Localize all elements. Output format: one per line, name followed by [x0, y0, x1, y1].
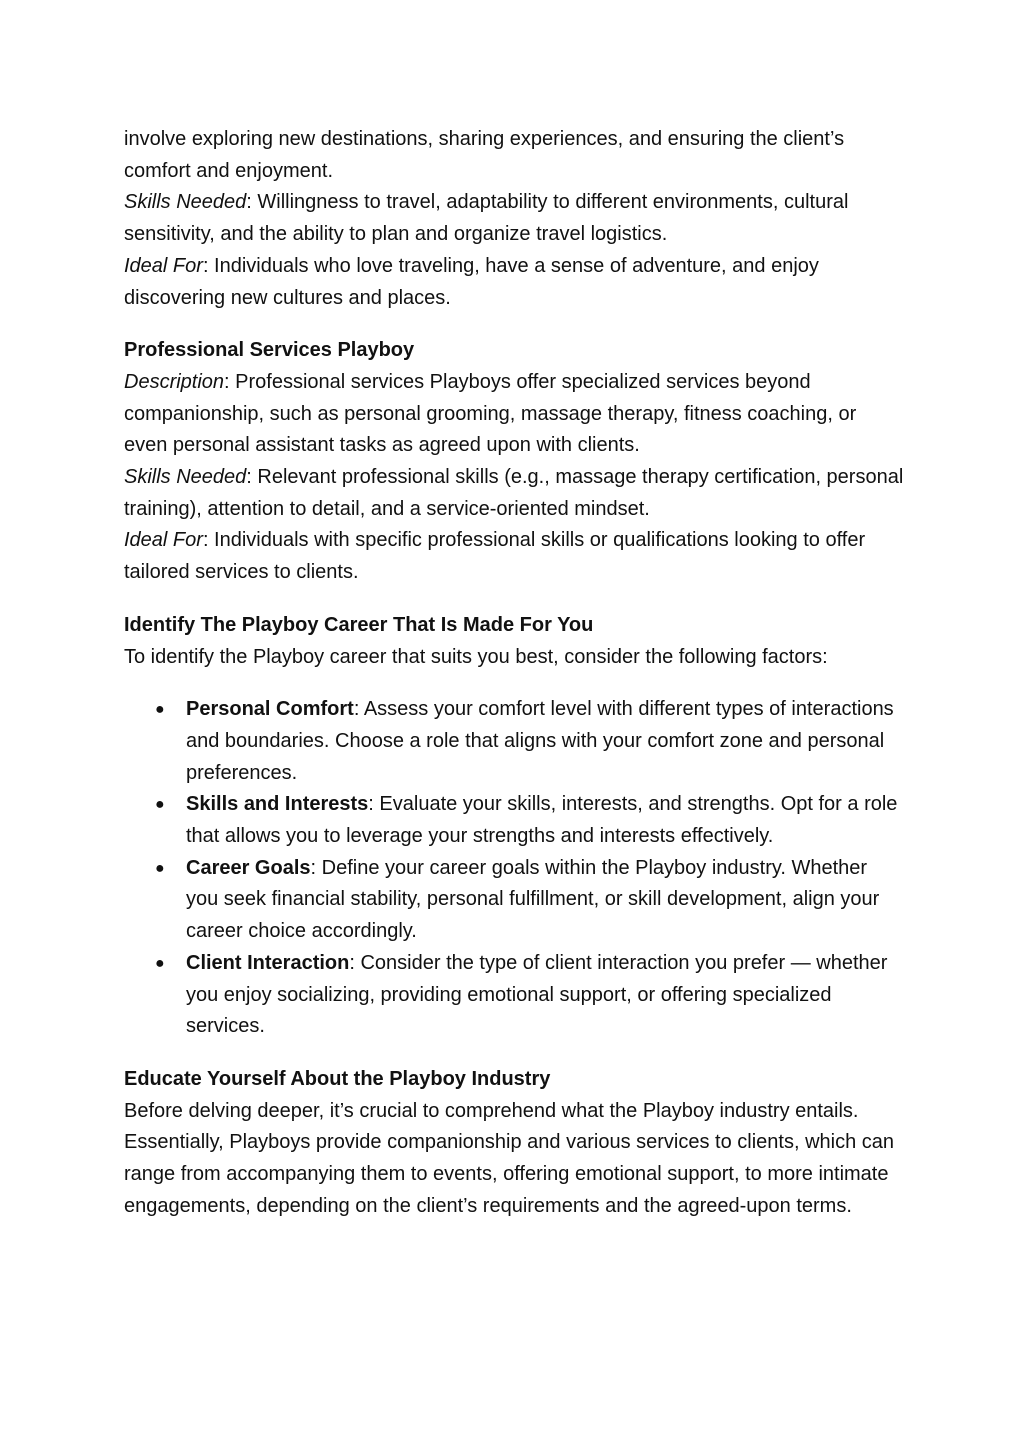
ideal-for-label: Ideal For — [124, 254, 203, 277]
travel-ideal-for — [124, 251, 904, 314]
skills-needed-label: Skills Needed — [124, 466, 247, 489]
bullet-icon: ● — [155, 701, 165, 719]
professional-ideal-for — [124, 525, 904, 588]
identify-career-section — [124, 610, 904, 1043]
factor-term: Career Goals — [186, 856, 311, 879]
ideal-for-label: Ideal For — [124, 529, 203, 552]
ideal-for-text: : Individuals with specific professional skills or qualifications looking to offer tailored services to clients. — [124, 529, 866, 584]
skills-needed-text: : Relevant professional skills (e.g., massage therapy certification, personal training), attention to detail, and a service-oriented mindset. — [124, 466, 904, 520]
list-item — [124, 789, 904, 852]
educate-section — [124, 1064, 904, 1223]
factor-text: : Consider the type of client interaction you prefer — whether you enjoy socializing, providing emotional support, or offering specialized services. — [186, 951, 888, 1038]
bullet-icon: ● — [155, 796, 165, 814]
bullet-icon: ● — [155, 859, 165, 877]
list-item — [124, 948, 904, 1043]
educate-body: Before delving deeper, it’s crucial to comprehend what the Playboy industry entails. Essentially, Playboys provide companionship and various services to clients, which can range from accompanying them to events, offering emotional support, to more intimate engagements, depending on the client’s requirements and the agreed-upon terms. — [124, 1099, 895, 1217]
professional-services-section — [124, 335, 904, 589]
list-item — [124, 694, 904, 789]
section-heading: Educate Yourself About the Playboy Industry — [124, 1067, 551, 1090]
factor-text: : Define your career goals within the Playboy industry. Whether you seek financial stability, personal fulfillment, or skill development, align your career choice accordingly. — [186, 856, 880, 943]
ideal-for-text: : Individuals who love traveling, have a sense of adventure, and enjoy discovering new cultures and places. — [124, 254, 819, 309]
factor-term: Skills and Interests — [186, 793, 369, 816]
travel-skills-needed — [124, 187, 904, 250]
travel-section-continuation — [124, 124, 904, 314]
section-heading: Identify The Playboy Career That Is Made For You — [124, 613, 594, 636]
factor-term: Client Interaction — [186, 951, 350, 974]
travel-description-continuation: involve exploring new destinations, sharing experiences, and ensuring the client’s comfort and enjoyment. — [124, 128, 845, 182]
professional-skills-needed — [124, 462, 904, 525]
identify-intro: To identify the Playboy career that suits you best, consider the following factors: — [124, 645, 828, 668]
list-item — [124, 853, 904, 948]
description-text: : Professional services Playboys offer specialized services beyond companionship, such as personal grooming, massage therapy, fitness coaching, or even personal assistant tasks as agreed upon with clients. — [124, 370, 857, 457]
section-heading: Professional Services Playboy — [124, 339, 415, 362]
skills-needed-label: Skills Needed — [124, 191, 247, 214]
description-label: Description — [124, 370, 225, 393]
professional-description — [124, 367, 904, 462]
factor-term: Personal Comfort — [186, 698, 354, 721]
factor-text: : Assess your comfort level with different types of interactions and boundaries. Choose a role that aligns with your comfort zone and personal preferences. — [186, 698, 894, 784]
bullet-icon: ● — [155, 954, 165, 972]
factor-text: : Evaluate your skills, interests, and strengths. Opt for a role that allows you to leverage your strengths and interests effectively. — [186, 793, 898, 848]
factors-list — [124, 694, 904, 1043]
document-page — [124, 124, 904, 1223]
skills-needed-text: : Willingness to travel, adaptability to different environments, cultural sensitivity, and the ability to plan and organize travel logistics. — [124, 191, 849, 246]
